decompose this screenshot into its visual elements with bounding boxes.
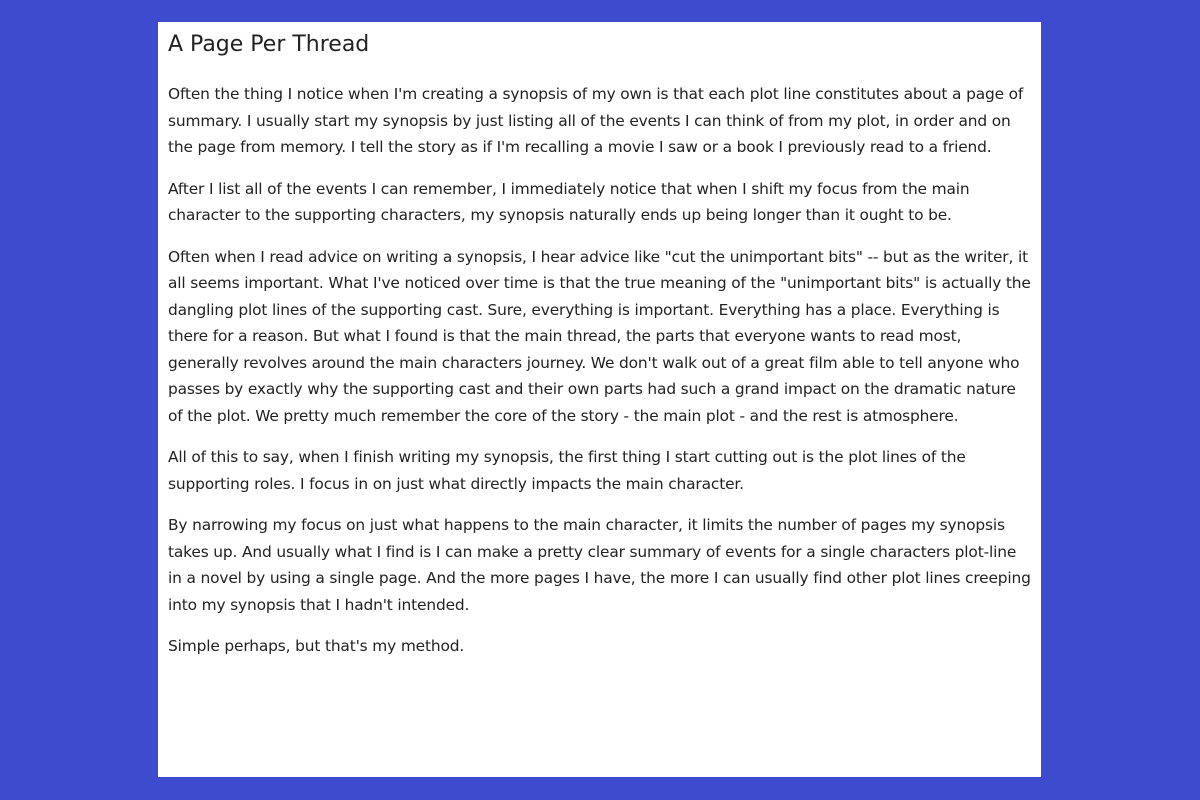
paragraph-4: All of this to say, when I finish writing my synopsis, the first thing I start cutting out is the plot lines of the supporting roles. I focus in on just what directly impacts the main character. (168, 448, 966, 493)
article-panel (158, 22, 1041, 777)
paragraph-6: Simple perhaps, but that's my method. (168, 637, 465, 655)
paragraph-5: By narrowing my focus on just what happens to the main character, it limits the number of pages my synopsis takes up. And usually what I find is I can make a pretty clear summary of events for a single characters plot-line in a novel by using a single page. And the more pages I have, the more I can usually find other plot lines creeping into my synopsis that I hadn't intended. (168, 516, 1031, 614)
article-title: A Page Per Thread (168, 32, 370, 57)
paragraph-2: After I list all of the events I can remember, I immediately notice that when I shift my focus from the main character to the supporting characters, my synopsis naturally ends up being longer than it ought to be. (168, 179, 970, 224)
paragraph-3: Often when I read advice on writing a synopsis, I hear advice like "cut the unimportant bits" -- but as the writer, it all seems important. What I've noticed over time is that the true meaning of the "unimportant bits" is actually the dangling plot lines of the supporting cast. Sure, everything is important. Everything has a place. Everything is there for a reason. But what I found is that the main thread, the parts that everyone wants to read most, generally revolves around the main characters journey. We don't walk out of a great film able to tell anyone who passes by exactly why the supporting cast and their own parts had such a grand impact on the dramatic nature of the plot. We pretty much remember the core of the story - the main plot - and the rest is atmosphere. (168, 247, 1031, 425)
paragraph-1: Often the thing I notice when I'm creating a synopsis of my own is that each plot line constitutes about a page of summary. I usually start my synopsis by just listing all of the events I can think of from my plot, in order and on the page from memory. I tell the story as if I'm recalling a movie I saw or a book I previously read to a friend. (168, 85, 1024, 156)
